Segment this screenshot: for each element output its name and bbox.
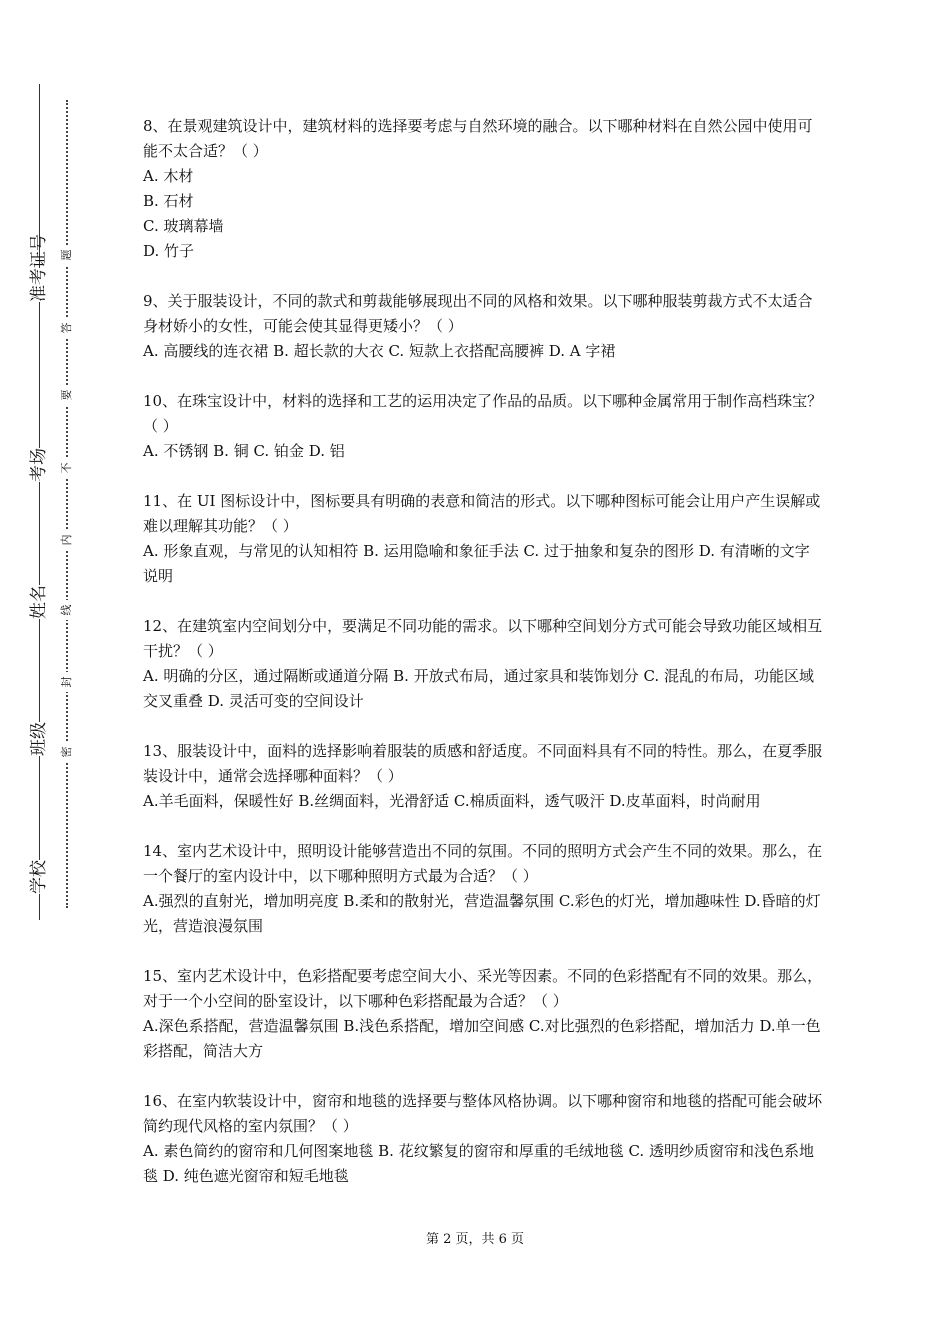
binding-dotted-line <box>66 100 68 908</box>
question-stem: 11、在 UI 图标设计中，图标要具有明确的表意和简洁的形式。以下哪种图标可能会让用户产生误解或难以理解其功能？（ ） <box>143 492 821 535</box>
seal-char: 封 <box>57 672 77 692</box>
question-12 <box>143 614 823 714</box>
field-label-school: 学校 <box>22 860 56 894</box>
question-16 <box>143 1089 823 1189</box>
question-options: A. 形象直观，与常见的认知相符 B. 运用隐喻和象征手法 C. 过于抽象和复杂的图形 D. 有清晰的文字说明 <box>143 542 810 585</box>
question-stem: 10、在珠宝设计中，材料的选择和工艺的运用决定了作品的品质。以下哪种金属常用于制作高档珠宝？（ ） <box>143 392 823 435</box>
question-options: A.深色系搭配，营造温馨氛围 B.浅色系搭配，增加空间感 C.对比强烈的色彩搭配，增加活力 D.单一色彩搭配，简洁大方 <box>143 1017 821 1060</box>
question-stem: 16、在室内软装设计中，窗帘和地毯的选择要与整体风格协调。以下哪种窗帘和地毯的搭配可能会破坏简约现代风格的室内氛围？（ ） <box>143 1092 823 1135</box>
seal-char: 密 <box>57 742 77 762</box>
question-options: A.羊毛面料，保暖性好 B.丝绸面料，光滑舒适 C.棉质面料，透气吸汗 D.皮革面料，时尚耐用 <box>143 792 761 810</box>
question-stem: 12、在建筑室内空间划分中，要满足不同功能的需求。以下哪种空间划分方式可能会导致功能区域相互干扰？（ ） <box>143 617 823 660</box>
seal-char: 答 <box>57 318 77 338</box>
question-8 <box>143 114 823 264</box>
seal-char: 线 <box>57 600 77 620</box>
question-options: A. 明确的分区，通过隔断或通道分隔 B. 开放式布局，通过家具和装饰划分 C. 混乱的布局，功能区域交叉重叠 D. 灵活可变的空间设计 <box>143 667 814 710</box>
option-a: A. 木材 <box>143 167 194 185</box>
seal-char: 不 <box>57 458 77 478</box>
seal-char: 题 <box>57 245 77 265</box>
question-9 <box>143 289 823 364</box>
seal-char: 要 <box>57 385 77 405</box>
question-list <box>143 114 823 1214</box>
field-label-name: 姓名 <box>22 585 56 619</box>
question-stem: 15、室内艺术设计中，色彩搭配要考虑空间大小、采光等因素。不同的色彩搭配有不同的效果。那么，对于一个小空间的卧室设计，以下哪种色彩搭配最为合适？（ ） <box>143 967 823 1010</box>
field-label-exam-number: 准考证号 <box>22 268 56 302</box>
question-options: A. 素色简约的窗帘和几何图案地毯 B. 花纹繁复的窗帘和厚重的毛绒地毯 C. 透明纱质窗帘和浅色系地毯 D. 纯色遮光窗帘和短毛地毯 <box>143 1142 814 1185</box>
question-options: A. 高腰线的连衣裙 B. 超长款的大衣 C. 短款上衣搭配高腰裤 D. A 字裙 <box>143 342 616 360</box>
field-label-exam-room: 考场 <box>22 448 56 482</box>
option-d: D. 竹子 <box>143 242 195 260</box>
binding-solid-line <box>39 84 40 920</box>
question-stem: 9、关于服装设计，不同的款式和剪裁能够展现出不同的风格和效果。以下哪种服装剪裁方式不太适合身材娇小的女性，可能会使其显得更矮小？（ ） <box>143 292 813 335</box>
question-10 <box>143 389 823 464</box>
option-b: B. 石材 <box>143 192 194 210</box>
field-label-class: 班级 <box>22 722 56 756</box>
question-15 <box>143 964 823 1064</box>
question-13 <box>143 739 823 814</box>
option-c: C. 玻璃幕墙 <box>143 217 224 235</box>
question-stem: 8、在景观建筑设计中，建筑材料的选择要考虑与自然环境的融合。以下哪种材料在自然公园中使用可能不太合适？（ ） <box>143 117 813 160</box>
question-11 <box>143 489 823 589</box>
question-options: A. 不锈钢 B. 铜 C. 铂金 D. 铝 <box>143 442 345 460</box>
binding-margin <box>0 0 100 1344</box>
question-stem: 14、室内艺术设计中，照明设计能够营造出不同的氛围。不同的照明方式会产生不同的效果。那么，在一个餐厅的室内设计中，以下哪种照明方式最为合适？（ ） <box>143 842 823 885</box>
seal-char: 内 <box>57 530 77 550</box>
question-stem: 13、服装设计中，面料的选择影响着服装的质感和舒适度。不同面料具有不同的特性。那么，在夏季服装设计中，通常会选择哪种面料？（ ） <box>143 742 823 785</box>
question-options: A.强烈的直射光，增加明亮度 B.柔和的散射光，营造温馨氛围 C.彩色的灯光，增加趣味性 D.昏暗的灯光，营造浪漫氛围 <box>143 892 821 935</box>
question-14 <box>143 839 823 939</box>
page-number: 第 2 页，共 6 页 <box>425 1232 525 1247</box>
